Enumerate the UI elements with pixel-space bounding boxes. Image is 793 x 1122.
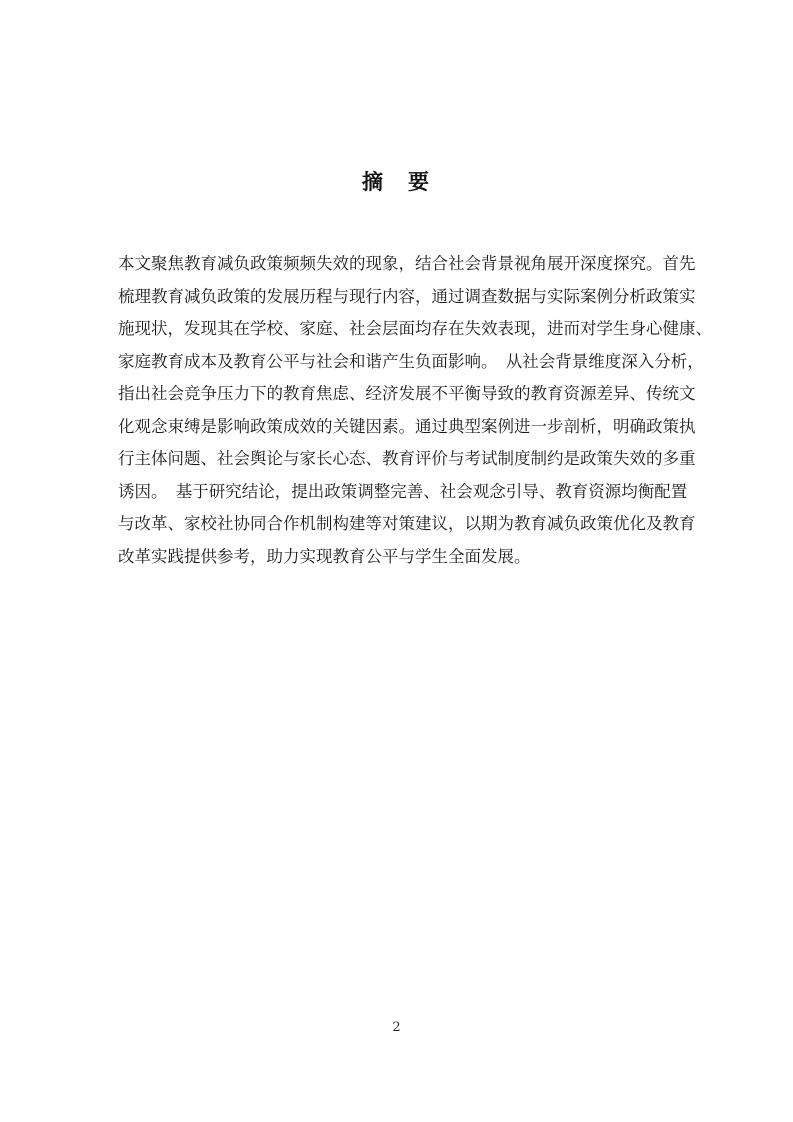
abstract-line: 行主体问题、社会舆论与家长心态、教育评价与考试制度制约是政策失效的多重: [118, 449, 696, 468]
abstract-line: 本文聚焦教育减负政策频频失效的现象，结合社会背景视角展开深度探究。首先: [118, 254, 696, 273]
abstract-line: 化观念束缚是影响政策成效的关键因素。通过典型案例进一步剖析，明确政策执: [118, 416, 696, 436]
page-title: 摘 要: [362, 169, 431, 194]
abstract-line: 梳理教育减负政策的发展历程与现行内容，通过调查数据与实际案例分析政策实: [118, 286, 696, 306]
abstract-paragraph: [118, 248, 712, 573]
abstract-line: 施现状，发现其在学校、家庭、社会层面均存在失效表现，进而对学生身心健康、: [118, 319, 712, 338]
abstract-line: 改革实践提供参考，助力实现教育公平与学生全面发展。: [118, 546, 531, 566]
abstract-line: 诱因。 基于研究结论，提出政策调整完善、社会观念引导、教育资源均衡配置: [118, 481, 688, 501]
abstract-line: 与改革、家校社协同合作机制构建等对策建议，以期为教育减负政策优化及教育: [118, 514, 696, 533]
abstract-line: 家庭教育成本及教育公平与社会和谐产生负面影响。 从社会背景维度深入分析，: [118, 351, 704, 371]
page-number: 2: [392, 1020, 401, 1035]
abstract-line: 指出社会竞争压力下的教育焦虑、经济发展不平衡导致的教育资源差异、传统文: [118, 384, 696, 403]
